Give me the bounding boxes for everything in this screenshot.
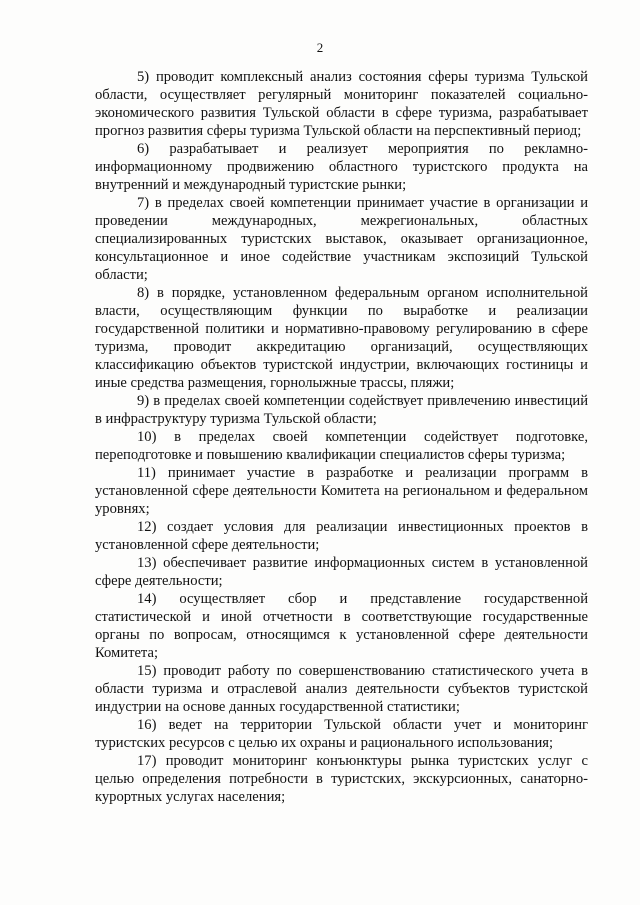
list-item-6: 6) разрабатывает и реализует мероприятия по рекламно-информационному продвижению областного туристского продукта на внутренний и международный туристские рынки;: [95, 141, 588, 193]
list-item-17: 17) проводит мониторинг конъюнктуры рынка туристских услуг с целью определения потребности в туристских, экскурсионных, санаторно-курортных услугах населения;: [95, 753, 588, 805]
list-item-13: 13) обеспечивает развитие информационных систем в установленной сфере деятельности;: [95, 555, 588, 589]
list-item-14: 14) осуществляет сбор и представление государственной статистической и иной отчетности в соответствующие государственные органы по вопросам, относящимся к установленной сфере деятельности Комитета;: [95, 591, 588, 661]
list-item-5: 5) проводит комплексный анализ состояния сферы туризма Тульской области, осуществляет регулярный мониторинг показателей социально-экономического развития Тульской области в сфере туризма, разрабатывает прогноз развития сферы туризма Тульской области на перспективный период;: [95, 69, 588, 139]
page-number: 2: [316, 40, 324, 55]
list-item-9: 9) в пределах своей компетенции содействует привлечению инвестиций в инфраструктуру туризма Тульской области;: [95, 393, 588, 427]
list-item-7: 7) в пределах своей компетенции принимает участие в организации и проведении международных, межрегиональных, областных специализированных туристских выставок, оказывает организационное, консультационное и иное содействие участникам экспозиций Тульской области;: [95, 195, 588, 283]
list-item-11: 11) принимает участие в разработке и реализации программ в установленной сфере деятельности Комитета на региональном и федеральном уровнях;: [95, 465, 588, 517]
list-item-15: 15) проводит работу по совершенствованию статистического учета в области туризма и отраслевой анализ деятельности субъектов туристской индустрии на основе данных государственной статистики;: [95, 663, 588, 715]
list-item-16: 16) ведет на территории Тульской области учет и мониторинг туристских ресурсов с целью их охраны и рационального использования;: [95, 717, 588, 751]
document-body: [95, 68, 588, 806]
list-item-10: 10) в пределах своей компетенции содействует подготовке, переподготовке и повышению квалификации специалистов сферы туризма;: [95, 429, 588, 463]
list-item-8: 8) в порядке, установленном федеральным органом исполнительной власти, осуществляющим функции по выработке и реализации государственной политики и нормативно-правовому регулированию в сфере туризма, проводит аккредитацию организаций, осуществляющих классификацию объектов туристской индустрии, включающих гостиницы и иные средства размещения, горнолыжные трассы, пляжи;: [95, 285, 588, 391]
list-item-12: 12) создает условия для реализации инвестиционных проектов в установленной сфере деятельности;: [95, 519, 588, 553]
